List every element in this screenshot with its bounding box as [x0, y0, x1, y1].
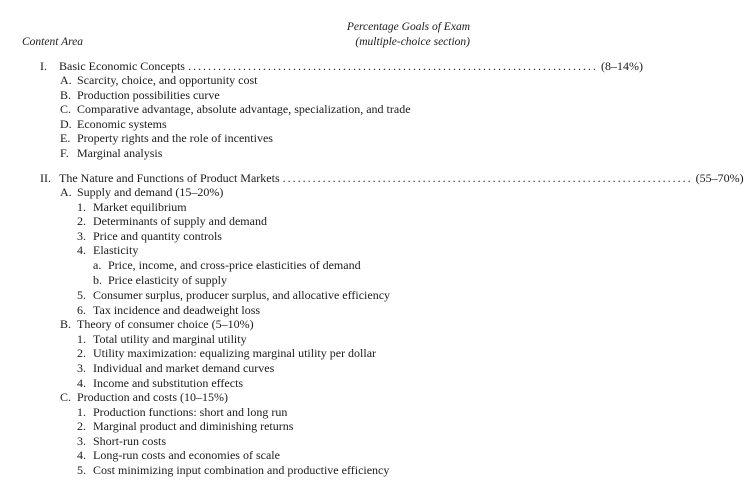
list-item — [77, 214, 267, 229]
list-item — [77, 346, 376, 361]
list-item — [93, 258, 361, 273]
item-number: 4. — [77, 376, 86, 390]
item-number: 6. — [77, 303, 86, 317]
item-text: Production functions: short and long run — [93, 405, 288, 419]
item-text: Marginal product and diminishing returns — [93, 419, 294, 433]
item-text: Long-run costs and economies of scale — [93, 448, 280, 462]
item-text: Price elasticity of supply — [108, 273, 227, 287]
item-letter: B. — [60, 317, 72, 331]
item-text: Price and quantity controls — [93, 229, 222, 243]
list-item — [60, 88, 220, 103]
item-text: Property rights and the role of incentives — [77, 131, 273, 145]
item-text: Tax incidence and deadweight loss — [93, 303, 261, 317]
section-heading-i — [40, 59, 643, 74]
list-item — [77, 405, 287, 420]
item-number: 3. — [77, 361, 86, 375]
percentage-goals-line1: Percentage Goals of Exam — [346, 21, 470, 33]
list-item — [77, 434, 166, 449]
list-item — [77, 448, 280, 463]
item-number: a. — [93, 258, 102, 272]
list-item — [60, 102, 411, 117]
item-number: 4. — [77, 448, 86, 462]
list-item — [77, 419, 293, 434]
item-number: b. — [93, 273, 102, 287]
section-heading-ii — [40, 171, 744, 186]
item-number: 2. — [77, 346, 86, 360]
percentage-goals-line2: (multiple-choice section) — [355, 36, 470, 48]
item-text: Comparative advantage, absolute advantage, specialization, and trade — [77, 102, 411, 116]
item-text: Economic systems — [77, 117, 167, 131]
item-text: Supply and demand (15–20%) — [77, 185, 224, 199]
list-item — [60, 146, 162, 161]
item-text: Elasticity — [93, 243, 139, 257]
item-number: 4. — [77, 243, 86, 257]
item-text: Production and costs (10–15%) — [77, 390, 228, 404]
item-letter: A. — [60, 73, 72, 87]
item-text: Market equilibrium — [93, 200, 187, 214]
list-item — [77, 200, 187, 215]
item-text: Utility maximization: equalizing marginal utility per dollar — [93, 346, 377, 360]
section-percent: (8–14%) — [600, 59, 643, 73]
item-letter: C. — [60, 102, 72, 116]
list-item — [77, 243, 138, 258]
list-item — [60, 73, 258, 88]
item-letter: D. — [60, 117, 72, 131]
item-letter: A. — [60, 185, 72, 199]
item-letter: E. — [60, 131, 71, 145]
item-number: 1. — [77, 200, 86, 214]
subsection-heading — [60, 185, 223, 200]
item-letter: F. — [60, 146, 69, 160]
list-item — [77, 361, 274, 376]
item-text: Theory of consumer choice (5–10%) — [77, 317, 254, 331]
subsection-heading — [60, 317, 254, 332]
list-item — [77, 376, 243, 391]
list-item — [60, 131, 273, 146]
item-text: Total utility and marginal utility — [93, 332, 247, 346]
item-text: Income and substitution effects — [93, 376, 244, 390]
item-text: Cost minimizing input combination and productive efficiency — [93, 463, 390, 477]
list-item — [77, 229, 222, 244]
item-text: Consumer surplus, producer surplus, and allocative efficiency — [93, 288, 391, 302]
item-text: Production possibilities curve — [77, 88, 220, 102]
item-text: Scarcity, choice, and opportunity cost — [77, 73, 258, 87]
list-item — [77, 463, 389, 478]
content-area-heading: Content Area — [22, 36, 84, 48]
percentage-goals-heading — [347, 20, 470, 50]
item-number: 5. — [77, 463, 86, 477]
item-text: Price, income, and cross-price elasticities of demand — [108, 258, 361, 272]
section-numeral: II. — [40, 171, 51, 185]
section-title: Basic Economic Concepts — [59, 59, 185, 73]
item-text: Short-run costs — [93, 434, 166, 448]
item-number: 2. — [77, 214, 86, 228]
item-text: Determinants of supply and demand — [93, 214, 267, 228]
item-number: 1. — [77, 332, 86, 346]
subsection-heading — [60, 390, 228, 405]
section-percent: (55–70%) — [695, 171, 744, 185]
list-item — [93, 273, 227, 288]
list-item — [77, 288, 390, 303]
item-number: 1. — [77, 405, 86, 419]
leader-dots: .................................................................................. — [187, 59, 598, 73]
item-number: 3. — [77, 229, 86, 243]
section-title: The Nature and Functions of Product Markets — [59, 171, 280, 185]
item-number: 5. — [77, 288, 86, 302]
item-text: Marginal analysis — [77, 146, 163, 160]
item-letter: B. — [60, 88, 72, 102]
item-number: 2. — [77, 419, 86, 433]
list-item — [77, 332, 247, 347]
section-numeral: I. — [40, 59, 47, 73]
list-item — [60, 117, 167, 132]
item-number: 3. — [77, 434, 86, 448]
list-item — [77, 303, 260, 318]
item-letter: C. — [60, 390, 72, 404]
leader-dots: .................................................................................. — [282, 171, 693, 185]
item-text: Individual and market demand curves — [93, 361, 275, 375]
